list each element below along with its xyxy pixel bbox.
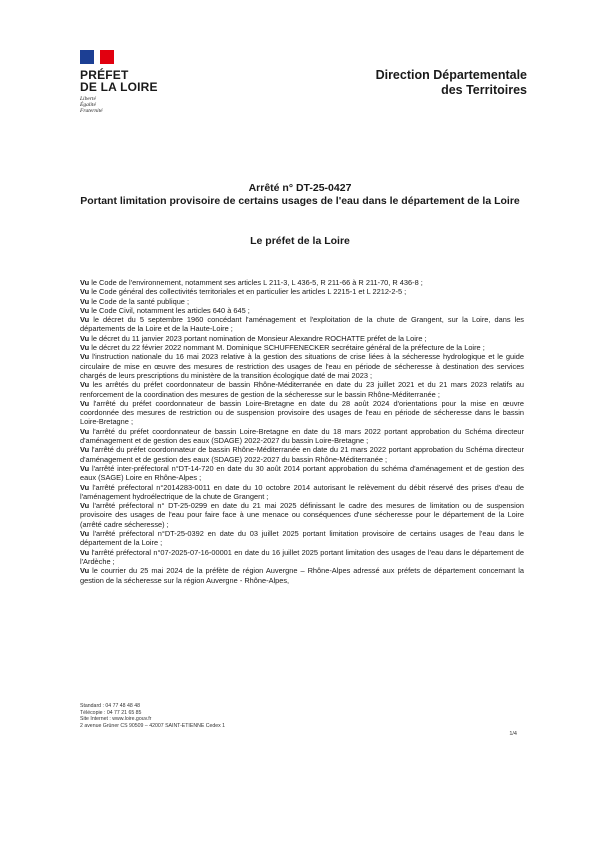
footer-contact — [80, 703, 225, 730]
vu-label: Vu — [80, 482, 90, 492]
consideration-item — [80, 501, 524, 529]
consideration-text: l'arrêté du préfet coordonnateur de bassin Loire-Bretagne en date du 28 août 2024 d'orientations pour la mise en œuvre coordonnée des mesures de restriction ou de suspension provisoire des usages de l'eau en période de sécheresse dans le bassin Loire-Bretagne ; — [80, 398, 524, 427]
vu-label: Vu — [80, 463, 90, 473]
consideration-item — [80, 343, 524, 352]
footer-website: Site Internet : www.loire.gouv.fr — [80, 716, 152, 723]
logo-title — [80, 69, 160, 93]
consideration-text: l'arrêté préfectoral n° DT-25-0299 en date du 21 mai 2025 définissant le cadre des mesures de limitation ou de suspension provisoire des usages de l'eau pour faire face à une menace ou conséquences d'une sécheresse pour le département de la Loire (arrêté cadre sécheresse) ; — [80, 501, 524, 529]
vu-label: Vu — [80, 287, 90, 297]
consideration-item — [80, 380, 524, 399]
footer-phone: Standard : 04 77 48 48 48 — [80, 703, 140, 709]
vu-label: Vu — [80, 501, 90, 511]
consideration-text: l'arrêté préfectoral n°DT-25-0392 en date du 03 juillet 2025 portant limitation provisoire de certains usages de l'eau dans le département de la Loire ; — [80, 529, 524, 548]
vu-label: Vu — [80, 426, 90, 436]
department-line1: Direction Départementale — [375, 68, 527, 82]
consideration-item — [80, 483, 524, 502]
vu-label: Vu — [80, 305, 90, 315]
consideration-text: l'arrêté préfectoral n°2014283-0011 en date du 10 octobre 2014 autorisant le relèvement du débit réservé des prises d'eau de l'aménagement hydroélectrique de la chute de Grangent ; — [80, 482, 524, 501]
vu-label: Vu — [80, 529, 90, 539]
motto-liberte: Liberté — [80, 96, 96, 102]
considerations-list — [80, 278, 524, 585]
consideration-text: le courrier du 25 mai 2024 de la préfète de région Auvergne – Rhône-Alpes adressé aux préfets de département concernant la gestion de la sécheresse sur la région Auvergne - Rhône-Alpes, — [80, 566, 524, 585]
consideration-text: l'arrêté du préfet coordonnateur de bassin Loire-Bretagne en date du 18 mars 2022 portant approbation du Schéma directeur d'aménagement et de gestion des eaux (SDAGE) 2022-2027 du bassin Loire-Bretagne ; — [80, 426, 524, 446]
logo-title-line1: PRÉFET — [80, 68, 129, 82]
consideration-text: l'arrêté du préfet coordonnateur de bassin Rhône-Méditerranée en date du 21 mars 2022 portant approbation du Schéma directeur d'aménagement et de gestion des eaux (SDAGE) 2022-2027 du bassin Rhône-Méditerranée ; — [80, 445, 524, 464]
consideration-text: le décret du 5 septembre 1960 concédant l'aménagement et l'exploitation de la chute de Grangent, sur la Loire, dans les départements de la Loire et de la Haute-Loire ; — [80, 315, 524, 334]
marianne-flag-icon — [80, 50, 114, 64]
decree-authority: Le préfet de la Loire — [250, 235, 350, 247]
decree-number: Arrêté n° DT-25-0427 — [248, 182, 352, 194]
vu-label: Vu — [80, 296, 90, 306]
consideration-text: le Code Civil, notamment les articles 640 à 645 ; — [89, 305, 250, 315]
department-line2: des Territoires — [441, 83, 527, 97]
logo-motto — [80, 96, 160, 114]
consideration-item — [80, 352, 524, 380]
vu-label: Vu — [80, 380, 90, 390]
page-number: 1/4 — [509, 731, 517, 737]
prefecture-logo — [80, 50, 160, 114]
footer-fax: Télécopie : 04 77 21 65 85 — [80, 709, 142, 716]
vu-label: Vu — [80, 333, 90, 343]
consideration-item — [80, 399, 524, 427]
consideration-text: le Code de la santé publique ; — [89, 296, 190, 306]
consideration-item — [80, 278, 524, 287]
vu-label: Vu — [80, 343, 90, 353]
vu-label: Vu — [80, 547, 90, 557]
consideration-text: l'arrêté préfectoral n°07-2025-07-16-00001 en date du 16 juillet 2025 portant limitation des usages de l'eau dans le département de l'Ardèche ; — [80, 547, 524, 566]
consideration-text: l'arrêté inter-préfectoral n°DT-14-720 en date du 30 août 2014 portant approbation du schéma d'aménagement et de gestion des eaux (SAGE) Loire en Rhône-Alpes ; — [80, 463, 524, 483]
logo-title-line2: DE LA LOIRE — [80, 80, 158, 94]
consideration-item — [80, 445, 524, 464]
consideration-item — [80, 315, 524, 334]
consideration-item — [80, 306, 524, 315]
consideration-item — [80, 548, 524, 567]
consideration-item — [80, 334, 524, 343]
consideration-item — [80, 529, 524, 548]
vu-label: Vu — [80, 445, 90, 455]
motto-fraternite: Fraternité — [80, 108, 103, 114]
consideration-item — [80, 464, 524, 483]
vu-label: Vu — [80, 398, 90, 408]
consideration-text: les arrêtés du préfet coordonnateur de bassin Rhône-Méditerranée en date du 23 juillet 2021 et du 21 mars 2023 relatifs au renforcement de la coordination des mesures de gestion de la sécheresse sur le bassin Rhône-Méditerranée ; — [80, 380, 524, 399]
consideration-text: l'instruction nationale du 16 mai 2023 relative à la gestion des situations de crise liées à la sécheresse hydrologique et le guide circulaire de mise en œuvre des mesures de restriction des usages de l'eau en période de sécheresse à destination des services chargés de leurs prescriptions du ministère de la transition écologique daté de mai 2023 ; — [80, 352, 524, 380]
footer-address: 2 avenue Grüner CS 90509 – 42007 SAINT-ETIENNE Cedex 1 — [80, 723, 226, 730]
consideration-item — [80, 287, 524, 296]
consideration-item — [80, 566, 524, 585]
consideration-item — [80, 297, 524, 306]
consideration-text: le décret du 22 février 2022 nommant M. Dominique SCHUFFENECKER secrétaire général de la préfecture de la Loire ; — [89, 343, 485, 353]
vu-label: Vu — [80, 566, 90, 576]
consideration-item — [80, 427, 524, 446]
vu-label: Vu — [80, 315, 90, 325]
vu-label: Vu — [80, 278, 90, 287]
consideration-text: le décret du 11 janvier 2023 portant nomination de Monsieur Alexandre ROCHATTE préfet de la Loire ; — [89, 333, 427, 343]
decree-subject: Portant limitation provisoire de certains usages de l'eau dans le département de la Loire — [80, 195, 520, 207]
consideration-text: le Code de l'environnement, notamment ses articles L 211-3, L 436-5, R 211-66 à R 211-70, R 436-8 ; — [89, 278, 423, 287]
consideration-text: le Code général des collectivités territoriales et en particulier les articles L 2215-1 et L 2212-2-5 ; — [89, 287, 407, 297]
vu-label: Vu — [80, 352, 90, 362]
motto-egalite: Égalité — [80, 102, 96, 108]
department-name — [376, 68, 527, 98]
